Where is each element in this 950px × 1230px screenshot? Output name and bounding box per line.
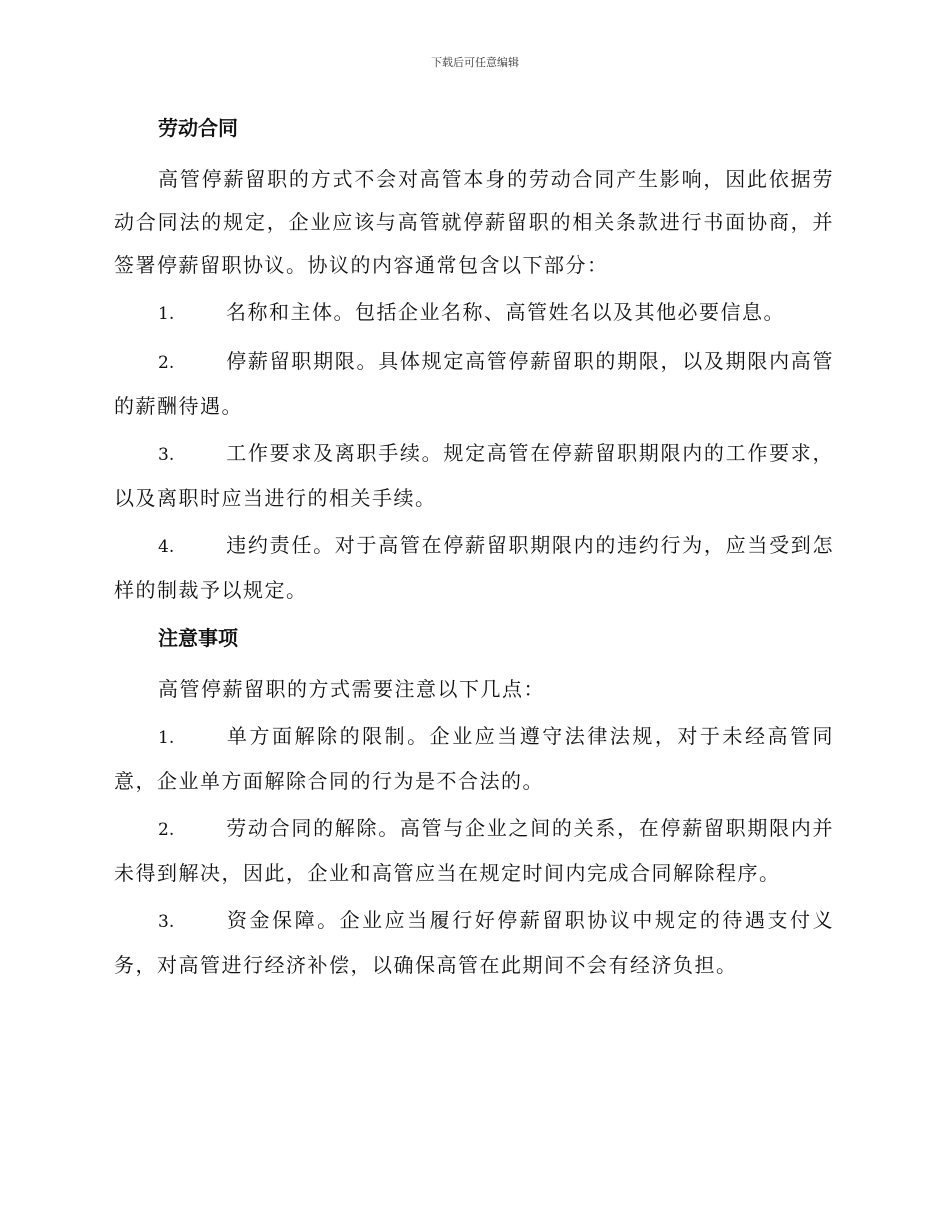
header-note: 下载后可任意编辑 xyxy=(431,56,519,69)
list-item-number: 3. xyxy=(158,912,175,932)
list-item-text: 资金保障。企业应当履行好停薪留职协议中规定的待遇支付义务，对高管进行经济补偿，以确保高管在此期间不会有经济负担。 xyxy=(114,908,834,977)
list-item xyxy=(114,524,834,612)
list-item-number: 2. xyxy=(158,820,175,840)
list-item-number: 2. xyxy=(158,353,175,373)
list-item-number: 4. xyxy=(158,537,175,557)
list-item-text: 单方面解除的限制。企业应当遵守法律法规，对于未经高管同意，企业单方面解除合同的行为是不合法的。 xyxy=(114,724,834,793)
section-title-notes: 注意事项 xyxy=(158,626,238,650)
list-item xyxy=(114,715,834,803)
document-body xyxy=(114,110,834,991)
list-item-text: 名称和主体。包括企业名称、高管姓名以及其他必要信息。 xyxy=(226,300,785,324)
list-item xyxy=(114,340,834,428)
section-title-labor-contract: 劳动合同 xyxy=(158,116,238,140)
list-item xyxy=(114,807,834,895)
section-intro-paragraph: 高管停薪留职的方式需要注意以下几点： xyxy=(158,677,545,701)
list-item-text: 工作要求及离职手续。规定高管在停薪留职期限内的工作要求，以及离职时应当进行的相关手续。 xyxy=(114,441,834,510)
list-item xyxy=(114,899,834,987)
list-item-number: 1. xyxy=(158,728,175,748)
list-item-text: 违约责任。对于高管在停薪留职期限内的违约行为，应当受到怎样的制裁予以规定。 xyxy=(114,533,834,602)
list-item-text: 劳动合同的解除。高管与企业之间的关系，在停薪留职期限内并未得到解决，因此，企业和高管应当在规定时间内完成合同解除程序。 xyxy=(114,816,834,885)
list-item xyxy=(114,432,834,520)
section-intro-paragraph: 高管停薪留职的方式不会对高管本身的劳动合同产生影响，因此依据劳动合同法的规定，企业应该与高管就停薪留职的相关条款进行书面协商，并签署停薪留职协议。协议的内容通常包含以下部分： xyxy=(114,167,834,277)
list-item-number: 1. xyxy=(158,304,175,324)
list-item-text: 停薪留职期限。具体规定高管停薪留职的期限，以及期限内高管的薪酬待遇。 xyxy=(114,349,834,418)
list-item xyxy=(114,291,834,336)
list-item-number: 3. xyxy=(158,445,175,465)
